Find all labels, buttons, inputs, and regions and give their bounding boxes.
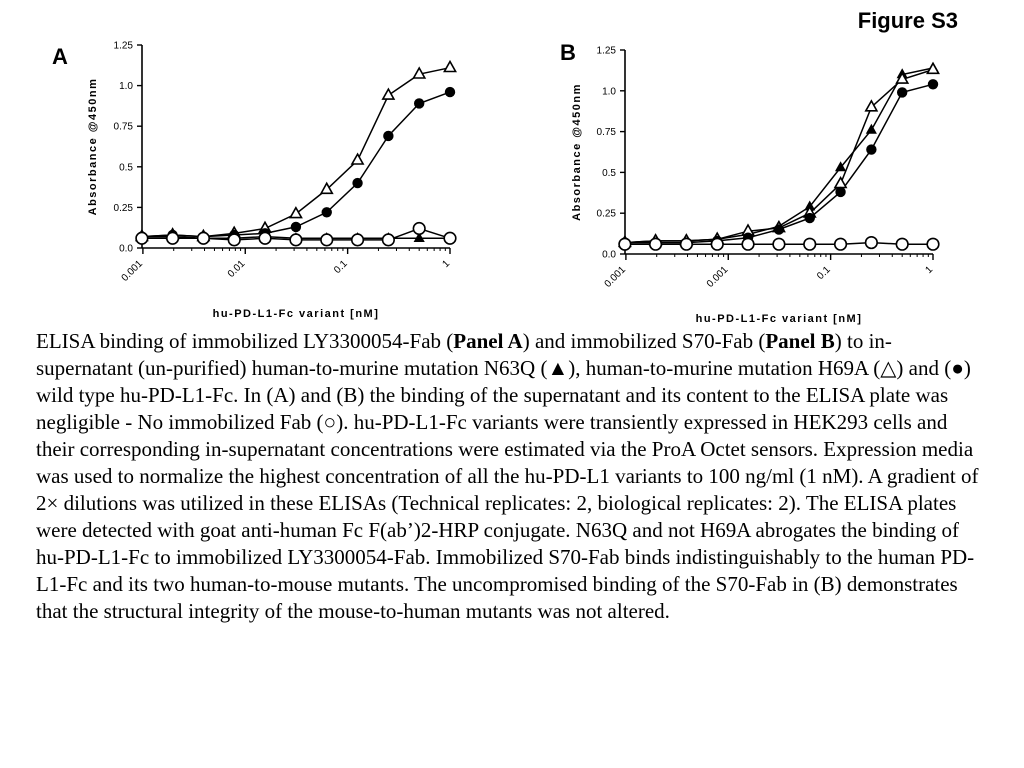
chart-1-y-axis-label: Absorbance @450nm (571, 83, 583, 221)
chart-0-y-tick-label: 1.0 (119, 81, 133, 93)
chart-0-y-tick-label: 0.25 (113, 202, 133, 214)
chart-0-series-3-point (444, 232, 456, 244)
chart-1-x-tick-label: 0.001 (602, 264, 629, 290)
chart-1-y-tick-label: 1.0 (602, 86, 616, 98)
chart-1-series-2-point (928, 79, 938, 89)
chart-panel-b (540, 28, 980, 328)
figure-caption (36, 328, 981, 625)
chart-1-series-3-point (681, 238, 693, 250)
chart-0-x-tick-label: 0.01 (225, 258, 248, 280)
figure-title: Figure S3 (857, 8, 958, 33)
chart-1-series-3-point (619, 238, 631, 250)
chart-0-y-tick-label: 0.5 (119, 162, 133, 174)
chart-0-series-2-point (322, 207, 332, 217)
chart-0-series-3-point (259, 232, 271, 244)
chart-0-series-1-point (352, 154, 363, 164)
chart-0-x-tick-label: 1 (440, 258, 453, 271)
caption-bold-panel-a: Panel A (453, 329, 523, 353)
chart-0-series-2-point (445, 87, 455, 97)
chart-1-series-3-point (835, 238, 847, 250)
chart-0-series-1-point (290, 208, 301, 218)
caption-text-1: ELISA binding of immobilized LY3300054-Fab ( (36, 329, 454, 353)
chart-0-y-tick-label: 1.25 (113, 40, 133, 52)
caption-text-2: ) and immobilized S70-Fab ( (522, 329, 766, 353)
chart-1-y-tick-label: 1.25 (596, 45, 616, 57)
chart-1-series-3-point (742, 238, 754, 250)
chart-1-series-3-point (927, 238, 939, 250)
chart-0-series-2-point (383, 131, 393, 141)
chart-0-y-axis-label: Absorbance @450nm (87, 77, 99, 216)
chart-0-series-1-point (383, 89, 394, 99)
caption-text-3: ) to in-supernatant (un-purified) human-to-murine mutation N63Q (▲), human-to-murine mutation H69A (△) and (●) wild type hu-PD-L1-Fc. In (A) and (B) the binding of the supernatant and its content to the ELISA plate was negligible - No immobilized Fab (○). hu-PD-L1-Fc variants were transiently expressed in HEK293 cells and their corresponding in-supernatant concentrations were estimated via the ProA Octet sensors. Expression media was used to normalize the highest concentration of all the hu-PD-L1 variants to 100 ng/ml (1 nM). A gradient of 2× dilutions was utilized in these ELISAs (Technical replicates: 2, biological replicates: 2). The ELISA plates were detected with goat anti-human Fc F(ab’)2-HRP conjugate. N63Q and not H69A abrogates the binding of hu-PD-L1-Fc to immobilized LY3300054-Fab. Immobilized S70-Fab binds indistinguishably to the human PD-L1-Fc and its two human-to-mouse mutants. The uncompromised binding of the S70-Fab in (B) demonstrates that the structural integrity of the mouse-to-human mutants was not altered. (36, 329, 979, 623)
chart-panel-a (40, 28, 480, 328)
chart-0-series-2-point (414, 98, 424, 108)
chart-0-series-3-point (167, 232, 179, 244)
chart-1-y-tick-label: 0.0 (602, 249, 616, 261)
chart-1-series-3-point (650, 238, 662, 250)
chart-1-y-tick-label: 0.5 (602, 167, 616, 179)
chart-1-x-tick-label: 0.1 (815, 264, 833, 282)
chart-1-series-1-point (866, 101, 877, 111)
chart-0-x-axis-label: hu-PD-L1-Fc variant [nM] (212, 308, 380, 320)
chart-0-series-3-point (198, 232, 210, 244)
chart-0-y-tick-label: 0.0 (119, 243, 133, 255)
chart-0-x-tick-label: 0.1 (332, 258, 350, 276)
chart-0-series-2-point (352, 178, 362, 188)
chart-a-svg (40, 28, 480, 328)
chart-1-series-2-point (835, 187, 845, 197)
chart-0-x-tick-label: 0.001 (119, 258, 146, 284)
chart-1-y-tick-label: 0.25 (596, 208, 616, 220)
chart-0-series-3-point (136, 232, 148, 244)
chart-1-series-2-line (625, 84, 933, 242)
chart-1-series-0-point (866, 124, 877, 134)
chart-1-series-2-point (897, 87, 907, 97)
chart-1-y-tick-label: 0.75 (596, 127, 616, 139)
panel-label-a: A (52, 44, 68, 69)
chart-1-series-2-point (866, 144, 876, 154)
chart-0-series-3-point (352, 234, 364, 246)
chart-0-series-3-point (383, 234, 395, 246)
chart-1-series-3-point (866, 237, 878, 249)
chart-0-series-1-point (444, 62, 455, 72)
chart-1-x-axis-label: hu-PD-L1-Fc variant [nM] (695, 313, 863, 325)
chart-0-series-3-point (321, 234, 333, 246)
caption-bold-panel-b: Panel B (765, 329, 835, 353)
chart-1-series-1-point (835, 178, 846, 188)
chart-0-series-2-point (291, 222, 301, 232)
chart-1-series-3-point (896, 238, 908, 250)
chart-1-series-3-point (804, 238, 816, 250)
chart-0-y-tick-label: 0.75 (113, 121, 133, 133)
chart-1-series-2-point (774, 224, 784, 234)
panel-label-b: B (560, 40, 576, 65)
chart-1-x-tick-label: 0.001 (704, 264, 731, 290)
chart-1-series-3-point (773, 238, 785, 250)
chart-1-x-tick-label: 1 (923, 264, 936, 277)
chart-0-series-3-point (413, 223, 425, 235)
chart-1-series-1-line (625, 70, 933, 243)
chart-1-series-3-point (711, 238, 723, 250)
chart-0-series-3-point (228, 234, 240, 246)
chart-1-series-2-point (805, 213, 815, 223)
chart-0-series-3-point (290, 234, 302, 246)
chart-b-svg (540, 28, 980, 328)
